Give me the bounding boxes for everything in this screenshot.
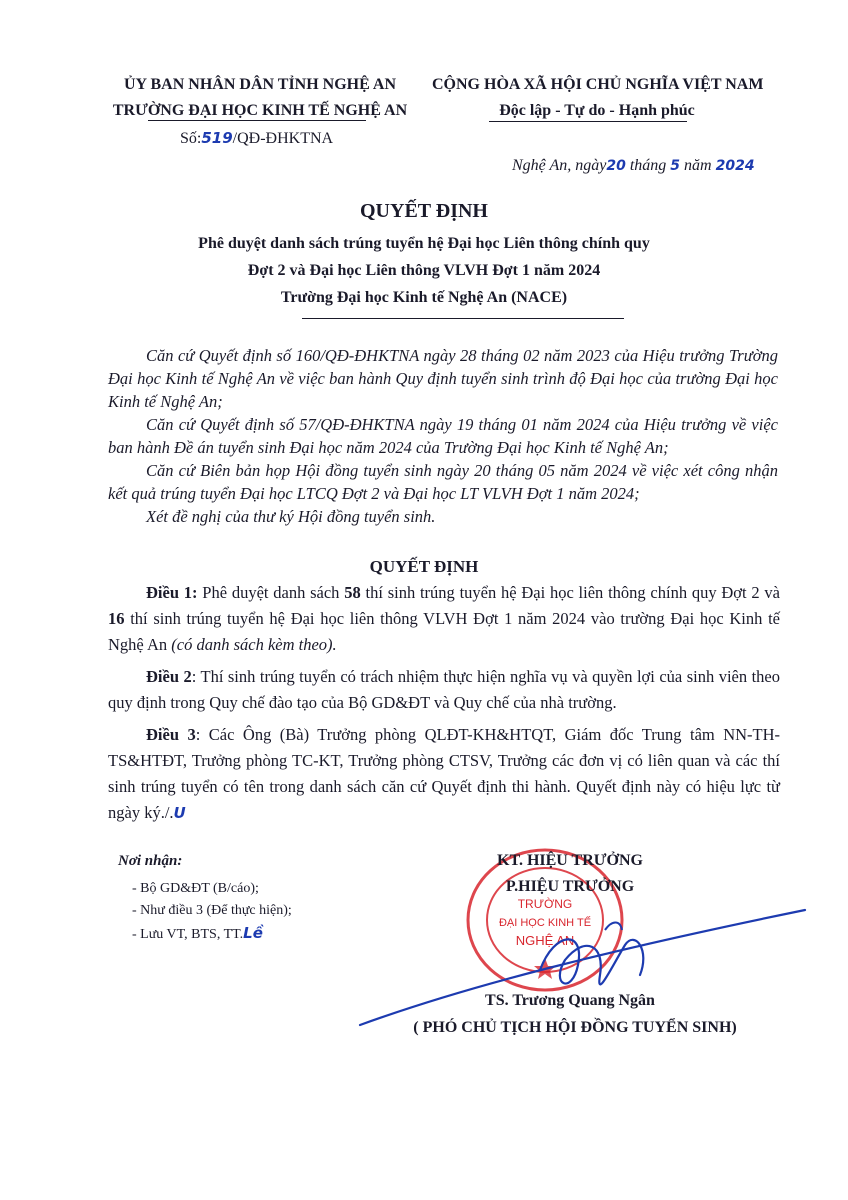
recipient-item: - Như điều 3 (Để thực hiện); — [132, 903, 292, 918]
article-3-label: Điều 3 — [146, 725, 196, 744]
article-1-text-3: thí sinh trúng tuyển hệ Đại học liên thông VLVH Đợt 1 năm 2024 vào trường Đại học Kinh tế Nghệ An — [108, 609, 780, 654]
date-month-label: tháng — [629, 157, 667, 174]
recipient-item-text: - Lưu VT, BTS, TT. — [132, 927, 244, 942]
handwritten-initial: U — [173, 804, 186, 822]
article-2-text: : Thí sinh trúng tuyển có trách nhiệm thực hiện nghĩa vụ và quyền lợi của sinh viên theo quy định trong Quy chế đào tạo của Bộ GD&ĐT và Quy chế của nhà trường. — [108, 667, 780, 712]
article-1-note: (có danh sách kèm theo). — [171, 635, 337, 654]
signer-role: ( PHÓ CHỦ TỊCH HỘI ĐỒNG TUYỂN SINH) — [413, 1019, 737, 1036]
national-motto: Độc lập - Tự do - Hạnh phúc — [499, 102, 695, 119]
title-sub-1: Phê duyệt danh sách trúng tuyển hệ Đại học Liên thông chính quy — [198, 235, 650, 252]
decision-heading: QUYẾT ĐỊNH — [369, 557, 479, 576]
date-month-handwritten: 5 — [670, 158, 681, 174]
article-3-text: : Các Ông (Bà) Trưởng phòng QLĐT-KH&HTQT, Giám đốc Trung tâm NN-TH-TS&HTĐT, Trưởng phòng TC-KT, Trưởng phòng CTSV, Trưởng các đơn vị có liên quan và các thí sinh trúng tuyển có tên trong danh sách căn cứ Quyết định thi hành. Quyết định này có hiệu lực từ ngày ký./. — [108, 725, 781, 822]
article-1-text: Phê duyệt danh sách — [197, 583, 345, 602]
article-1 — [108, 580, 780, 658]
title-sub-2: Đợt 2 và Đại học Liên thông VLVH Đợt 1 năm 2024 — [247, 262, 601, 279]
title-sub-3: Trường Đại học Kinh tế Nghệ An (NACE) — [280, 289, 568, 306]
org-underline — [148, 120, 366, 121]
document-title: QUYẾT ĐỊNH — [360, 200, 488, 222]
article-1-count-1: 58 — [344, 583, 361, 602]
reference-item: Xét đề nghị của thư ký Hội đồng tuyển sinh. — [146, 507, 436, 526]
org-name: TRƯỜNG ĐẠI HỌC KINH TẾ NGHỆ AN — [112, 102, 408, 119]
articles-block — [108, 580, 780, 826]
article-1-count-2: 16 — [108, 609, 125, 628]
so-suffix: /QĐ-ĐHKTNA — [232, 130, 334, 147]
signature-line-1: KT. HIỆU TRƯỞNG — [497, 852, 643, 869]
article-1-label: Điều 1: — [146, 583, 198, 602]
article-2 — [108, 664, 780, 716]
seal-line-1: TRƯỜNG — [517, 897, 573, 911]
recipient-item: - Bộ GD&ĐT (B/cáo); — [132, 881, 259, 896]
reference-item: Căn cứ Quyết định số 160/QĐ-ĐHKTNA ngày 28 tháng 02 năm 2023 của Hiệu trưởng Trường Đại học Kinh tế Nghệ An về việc ban hành Quy định tuyển sinh trình độ Đại học của trường Đại học Kinh tế Nghệ An; — [108, 346, 778, 411]
references-block — [108, 344, 778, 528]
handwritten-initial-2: Lề — [243, 924, 263, 942]
signer-name: TS. Trương Quang Ngân — [485, 992, 655, 1009]
seal-line-3: NGHỆ AN — [515, 933, 575, 948]
so-label: Số: — [180, 130, 202, 147]
date-year-label: năm — [684, 157, 712, 174]
article-3 — [108, 722, 780, 826]
date-year-handwritten: 2024 — [715, 158, 755, 174]
reference-item: Căn cứ Quyết định số 57/QĐ-ĐHKTNA ngày 19 tháng 01 năm 2024 của Hiệu trưởng về việc ban hành Đề án tuyển sinh Đại học năm 2024 của Trường Đại học Kinh tế Nghệ An; — [108, 415, 778, 457]
recipients-title: Nơi nhận: — [118, 853, 183, 869]
date-line — [512, 157, 755, 175]
date-place: Nghệ An, ngày — [512, 157, 607, 174]
reference-item: Căn cứ Biên bản họp Hội đồng tuyển sinh ngày 20 tháng 05 năm 2024 về việc xét công nhận kết quả trúng tuyển Đại học LTCQ Đợt 2 và Đại học LT VLVH Đợt 1 năm 2024; — [108, 461, 778, 503]
article-1-text-2: thí sinh trúng tuyển hệ Đại học liên thông chính quy Đợt 2 và — [360, 583, 780, 602]
seal-line-2: ĐẠI HỌC KINH TẾ — [498, 917, 592, 929]
document-number — [180, 129, 333, 148]
title-divider — [302, 318, 624, 319]
national-title: CỘNG HÒA XÃ HỘI CHỦ NGHĨA VIỆT NAM — [432, 76, 764, 93]
so-number-handwritten: 519 — [201, 129, 233, 147]
org-parent: ỦY BAN NHÂN DÂN TỈNH NGHỆ AN — [123, 76, 397, 93]
signature-line-2: P.HIỆU TRƯỞNG — [505, 878, 635, 895]
article-2-label: Điều 2 — [146, 667, 192, 686]
date-day-handwritten: 20 — [606, 158, 626, 174]
handwritten-signature-icon — [350, 890, 820, 1040]
motto-underline — [489, 121, 687, 122]
